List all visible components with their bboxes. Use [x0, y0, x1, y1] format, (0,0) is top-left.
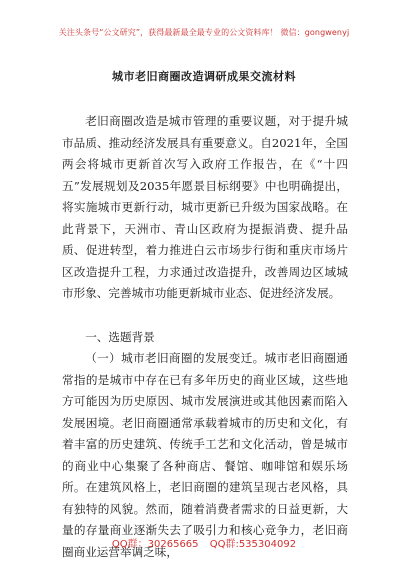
- footer-qq-groups: QQ群：30265665 QQ群:535304092: [111, 539, 297, 550]
- background-paragraph: （一）城市老旧商圈的发展变迁。城市老旧商圈通常指的是城市中存在已有多年历史的商业区域，这些地方可能因为历史原因、城市发展演进或其他因素而陷入发展困境。老旧商圈通常承载着城市的历史和文化，有着丰富的历史建筑、传统手工艺和文化活动，曾是城市的商业中心集聚了各种商店、餐馆、咖啡馆和娱乐场所。在建筑风格上，老旧商圈的建筑呈现古老风格，具有独特的风貌。然而，随着消费者需求的日益更新，大量的存量商业逐渐失去了吸引力和核心竞争力，老旧商圈商业运营举调乏味，: [62, 351, 348, 559]
- intro-paragraph: 老旧商圈改造是城市管理的重要议题，对于提升城市品质、推动经济发展具有重要意义。自2021年，全国两会将城市更新首次写入政府工作报告，在《“十四五”发展规划及2035年愿景目标纲要》中也明确提出，将实施城市更新行动，城市更新已升级为国家战略。在此背景下，天洲市、青山区政府为提振消费、提升品质、促进转型，着力推进白云市场步行街和重庆市场片区改造提升工程，力求通过改造提升，改善周边区域城市形象、完善城市功能更新城市业态、促进经济发展。: [62, 114, 348, 300]
- document-title: 城市老旧商圈改造调研成果交流材料: [112, 70, 296, 83]
- section-heading: 一、选题背景: [85, 330, 155, 344]
- header-promo-note: 关注头条号“公文研究”，获得最新最全最专业的公文资料库！ 微信：gongwenyj: [58, 28, 350, 37]
